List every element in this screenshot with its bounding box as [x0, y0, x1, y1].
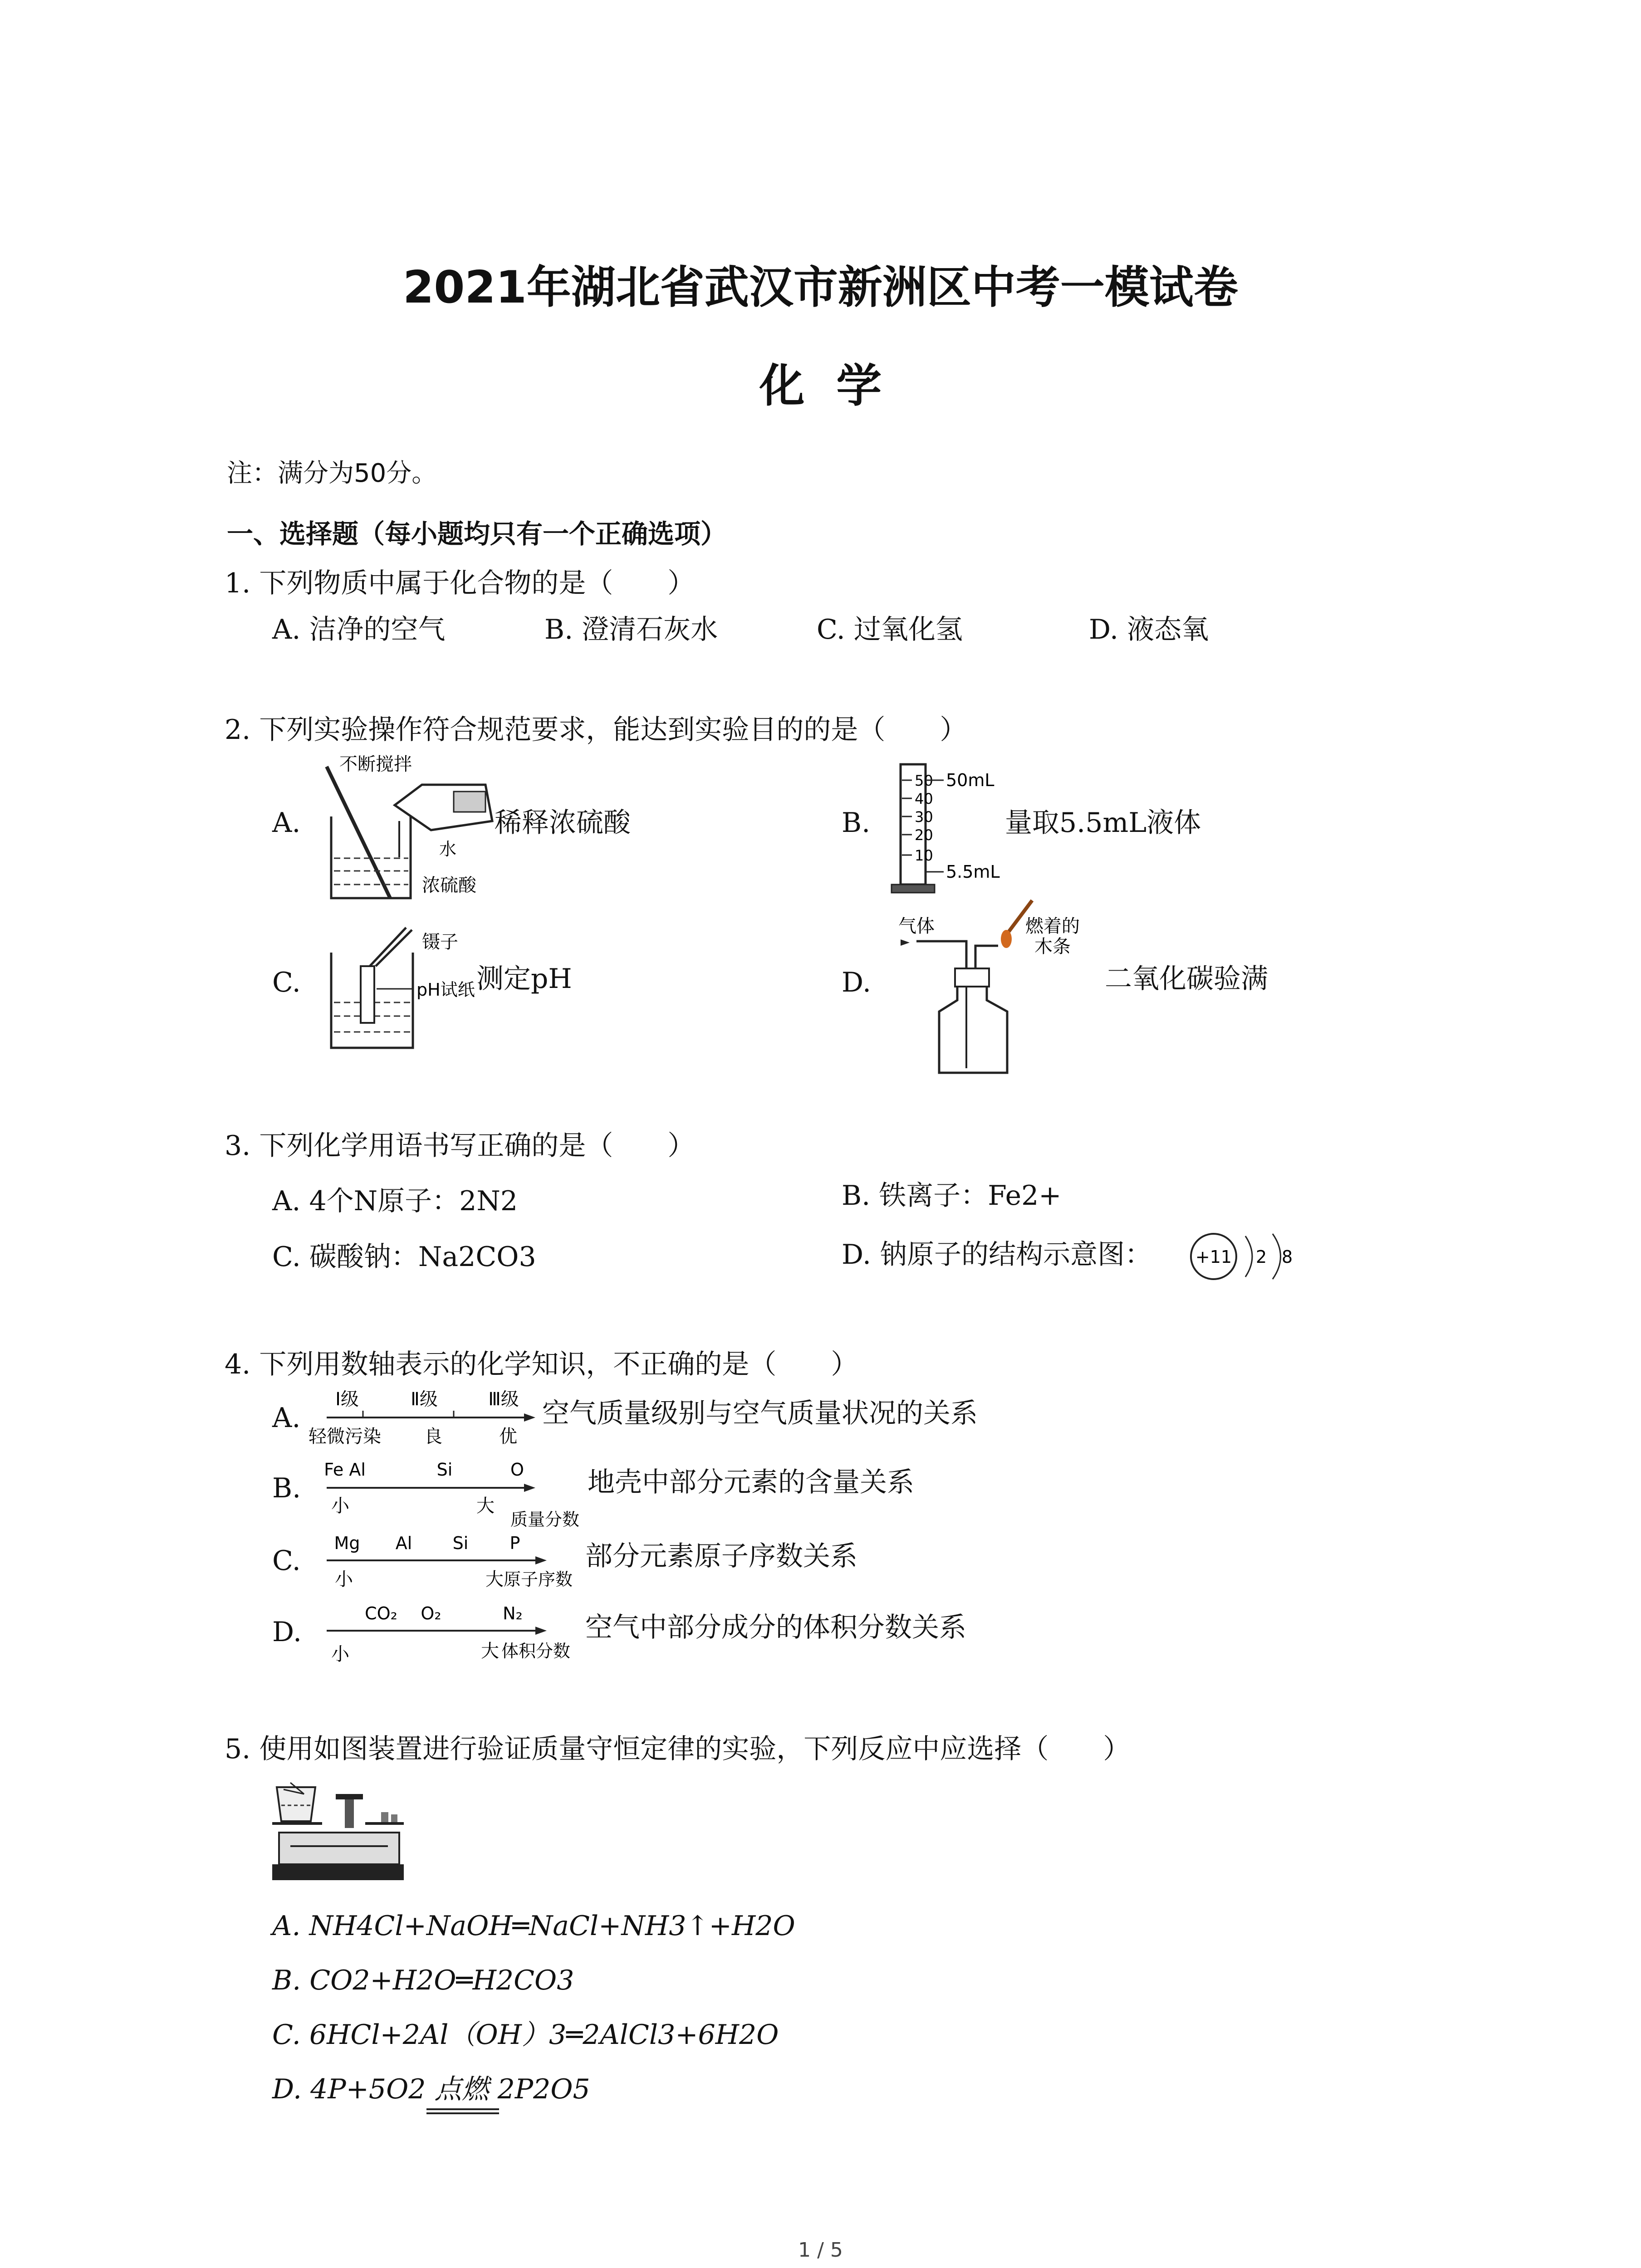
water-label: 水 [439, 839, 457, 859]
q4-d-caption: 空气中部分成分的体积分数关系 [585, 1612, 966, 1643]
svg-text:大: 大 [476, 1496, 495, 1516]
svg-text:优: 优 [499, 1426, 517, 1447]
balance-base [279, 1833, 399, 1864]
gas-bottle [939, 987, 1007, 1073]
q2-d-letter: D. [842, 967, 872, 998]
q2-d-caption: 二氧化碳验满 [1105, 963, 1268, 995]
balance-apparatus [272, 1778, 404, 1887]
gas-label: 气体 [898, 916, 935, 937]
svg-text:Fe Al: Fe Al [324, 1460, 366, 1480]
svg-text:Ⅲ级: Ⅲ级 [488, 1389, 519, 1410]
q4-c-letter: C. [272, 1545, 301, 1577]
q1-option-c: C. 过氧化氢 [817, 614, 963, 645]
q3-option-b: B. 铁离子：Fe2+ [842, 1180, 1062, 1212]
svg-text:Mg: Mg [334, 1533, 360, 1553]
svg-text:30: 30 [915, 808, 933, 826]
q1-option-b: B. 澄清石灰水 [544, 614, 718, 645]
subject-title: 化 学 [759, 359, 882, 412]
shell-1 [1245, 1236, 1252, 1277]
q3-option-d: D. 钠原子的结构示意图： [842, 1239, 1152, 1271]
q1-option-a: A. 洁净的空气 [272, 614, 446, 645]
q5-option-a: A. NH4Cl+NaOH═NaCl+NH3↑+H2O [272, 1910, 795, 1942]
q2-stem: 2. 下列实验操作符合规范要求，能达到实验目的的是（ ） [225, 714, 967, 746]
q4-a-caption: 空气质量级别与空气质量状况的关系 [542, 1398, 978, 1429]
q5-option-b: B. CO2+H2O═H2CO3 [272, 1965, 574, 1996]
co2-test-figure [889, 894, 1116, 1075]
dilute-acid-figure [318, 753, 499, 903]
q4-b-caption: 地壳中部分元素的含量关系 [588, 1466, 914, 1498]
svg-text:体积分数: 体积分数 [501, 1641, 571, 1661]
ph-paper [361, 966, 374, 1023]
cylinder-top-label: 50mL [946, 770, 994, 790]
svg-text:质量分数: 质量分数 [510, 1510, 580, 1530]
svg-text:CO₂: CO₂ [365, 1603, 397, 1623]
svg-text:N₂: N₂ [503, 1603, 523, 1623]
q1-stem: 1. 下列物质中属于化合物的是（ ） [225, 567, 695, 599]
q5-option-c: C. 6HCl+2Al（OH）3═2AlCl3+6H2O [272, 2019, 779, 2051]
q3-stem: 3. 下列化学用语书写正确的是（ ） [225, 1130, 695, 1162]
axis-air-quality [309, 1383, 544, 1452]
q4-b-letter: B. [272, 1472, 301, 1504]
svg-text:小: 小 [335, 1569, 353, 1590]
q4-d-letter: D. [272, 1616, 302, 1648]
svg-text:大: 大 [481, 1641, 499, 1662]
shell-1-count: 2 [1256, 1247, 1267, 1267]
q2-a-letter: A. [272, 807, 301, 839]
stick-label-1: 燃着的 [1025, 916, 1080, 937]
q2-c-letter: C. [272, 967, 301, 998]
svg-text:大: 大 [485, 1569, 504, 1590]
svg-text:Al: Al [395, 1533, 412, 1553]
shell-2 [1273, 1234, 1281, 1279]
score-note: 注：满分为50分。 [227, 459, 437, 488]
q4-a-letter: A. [272, 1402, 301, 1434]
tweezers-label: 镊子 [422, 932, 458, 953]
sodium-atom-diagram [1184, 1229, 1298, 1288]
svg-text:小: 小 [331, 1644, 349, 1665]
svg-text:Si: Si [452, 1533, 469, 1553]
section-heading: 一、选择题（每小题均只有一个正确选项） [227, 518, 727, 549]
svg-text:Ⅰ级: Ⅰ级 [335, 1389, 359, 1410]
svg-text:10: 10 [915, 847, 933, 864]
svg-text:P: P [509, 1533, 520, 1553]
q5-option-d: D. 4P+5O2 点燃 2P2O5 [272, 2073, 590, 2105]
q5-stem: 5. 使用如图装置进行验证质量守恒定律的实验，下列反应中应选择（ ） [225, 1733, 1131, 1765]
svg-text:小: 小 [331, 1496, 349, 1516]
shell-2-count: 8 [1282, 1247, 1293, 1267]
svg-text:O: O [510, 1460, 524, 1480]
svg-text:Si: Si [436, 1460, 453, 1480]
stick-label-2: 木条 [1034, 936, 1071, 957]
axis-crust-elements [318, 1454, 599, 1531]
svg-text:20: 20 [915, 826, 933, 844]
ph-paper-label: pH试纸 [416, 980, 475, 1000]
q2-c-caption: 测定pH [476, 963, 572, 995]
svg-text:O₂: O₂ [421, 1603, 441, 1623]
exam-title: 2021年湖北省武汉市新洲区中考一模试卷 [403, 262, 1238, 313]
q1-option-d: D. 液态氧 [1089, 614, 1209, 645]
svg-text:轻微污染: 轻微污染 [309, 1426, 381, 1447]
tweezers [370, 928, 406, 966]
svg-text:40: 40 [915, 790, 933, 807]
axis-atomic-number [318, 1529, 599, 1597]
axis-air-volume [318, 1599, 599, 1676]
ph-test-figure [327, 921, 481, 1057]
q2-b-caption: 量取5.5mL液体 [1005, 807, 1201, 839]
svg-text:50: 50 [915, 772, 933, 789]
stir-label: 不断搅拌 [339, 754, 412, 775]
q2-b-letter: B. [842, 807, 871, 839]
glass-rod [327, 767, 390, 898]
svg-text:良: 良 [424, 1426, 442, 1447]
page-number: 1 / 5 [798, 2239, 843, 2262]
cylinder-bottom-label: 5.5mL [946, 862, 1000, 882]
svg-text:原子序数: 原子序数 [504, 1569, 573, 1589]
q3-option-a: A. 4个N原子：2N2 [272, 1185, 518, 1217]
q4-c-caption: 部分元素原子序数关系 [585, 1540, 857, 1572]
q3-option-c: C. 碳酸钠：Na2CO3 [272, 1241, 536, 1273]
condition-double-line [426, 2107, 504, 2116]
q4-stem: 4. 下列用数轴表示的化学知识，不正确的是（ ） [225, 1349, 858, 1380]
nucleus-charge: +11 [1195, 1247, 1232, 1267]
acid-label: 浓硫酸 [422, 875, 476, 896]
svg-text:Ⅱ级: Ⅱ级 [411, 1389, 438, 1410]
q2-a-caption: 稀释浓硫酸 [495, 807, 631, 839]
